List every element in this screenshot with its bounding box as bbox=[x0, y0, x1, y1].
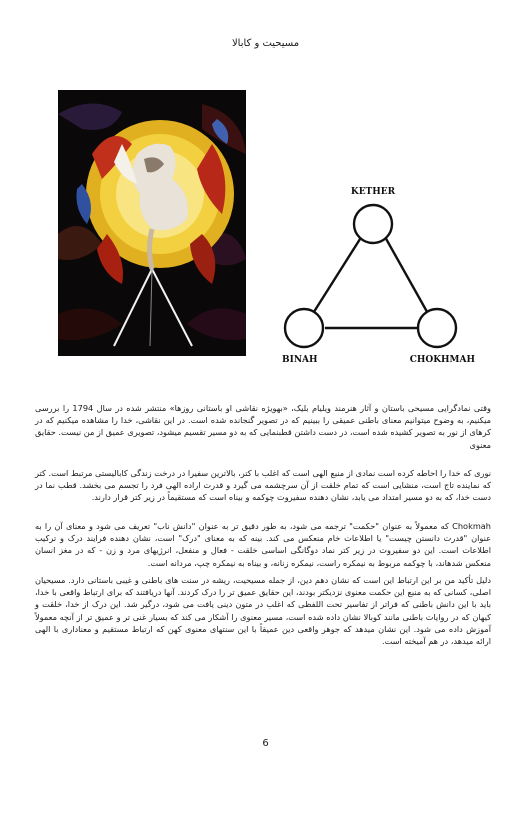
paragraph-1: وقتی نمادگرایی مسیحی باستان و آثار هنرمند ویلیام بلیک، «بهویژه نقاشی او باستانی روزها» منتشر شده در سال 1794 را بررسی میکنیم، به وضوح میتوانیم معنای باطنی عمیقی را ببینیم که در تصویر گنجانده شده است. در این نقاشی، خدا را مشاهده میکنیم که در کرهای از نور به تصویر کشیده شده است، در دست داشتن قطبنمایی که به دو مسیر تقسیم میشود، تصویری عمیق از من نیست. حقایق معنوی bbox=[35, 403, 491, 450]
kether-node bbox=[354, 205, 392, 243]
paragraph-4: دلیل تأکید من بر این ارتباط این است که نشان دهم دین، از جمله مسیحیت، ریشه در سنت های باطنی و غیبی باستانی دارد. مسیحیان اصلی، کسانی که به منبع این حکمت معنوی نزدیکتر بودند، این حقایق عمیق تر را درک کردند. آنها دریافتند که برای ارتباط واقعی با خدا، باید با این دانش باطنی که فراتر از تفاسیر تحت اللفظی که اغلب در متون دینی یافت می شود، درگیر شد. این درک از خدا، خلقت و کیهان که در روایات باطنی مانند کوبالا نشان داده شده است، مسیر معنوی را آشکار می کند که بسیار غنی تر و عمیق تر از آنچه معمولاً آموزش داده می شود. این نشان میدهد که جوهر واقعی دین عمیقاً با این سنتهای معنوی کهن که ارتباط مستقیم و معناداری با الهی ارائه میدهد، در هم آمیخته است. bbox=[35, 575, 491, 647]
page-number: 6 bbox=[262, 738, 269, 749]
sephirot-triangle-diagram bbox=[270, 178, 480, 368]
chokhmah-label: CHOKHMAH bbox=[409, 355, 475, 365]
paragraph-3: Chokmah که معمولاً به عنوان "حکمت" ترجمه می شود، به طور دقیق تر به عنوان "دانش ناب" تعریف می شود و معنای آن را به عنوان "قدرت دانستن چیست" یا اطلاعات خام منعکس می کند. بینه که به معنای "درک" است، نشان دهنده فرایند درک و ترکیب اطلاعات است. این دو سفیروت در زیر کتر نماد دوگانگی اساسی خلقت - فعال و منفعل، انرژیهای مرد و زن - که در مغز انسان منعکس شدهاند، با چوکمه مربوط به نیمکره راست، نیمکره زنانه، و بیناه به نیمکره چپ، مردانه است. bbox=[35, 521, 491, 568]
kether-label: KETHER bbox=[350, 187, 396, 197]
ancient-of-days-painting bbox=[52, 84, 252, 362]
binah-node bbox=[285, 309, 323, 347]
page-header-title: مسیحیت و کابالا bbox=[231, 38, 300, 49]
paragraph-2: نوری که خدا را احاطه کرده است نمادی از منبع الهی است که اغلب با کتر، بالاترین سفیرا در درخت زندگی کابالیستی مرتبط است. کتر که نماینده تاج است، منشایی است که تمام خلقت از آن سرچشمه می گیرد و قدرت اراده الهی فرد را تجسم می بخشد. قطب نما در دست خدا، که به دو مسیر امتداد می یابد، نشان دهنده سفیروت چوکمه و بیناه است که مستقیماً در زیر کتر قرار دارند. bbox=[35, 468, 491, 503]
chokhmah-node bbox=[418, 309, 456, 347]
binah-label: BINAH bbox=[282, 355, 318, 365]
